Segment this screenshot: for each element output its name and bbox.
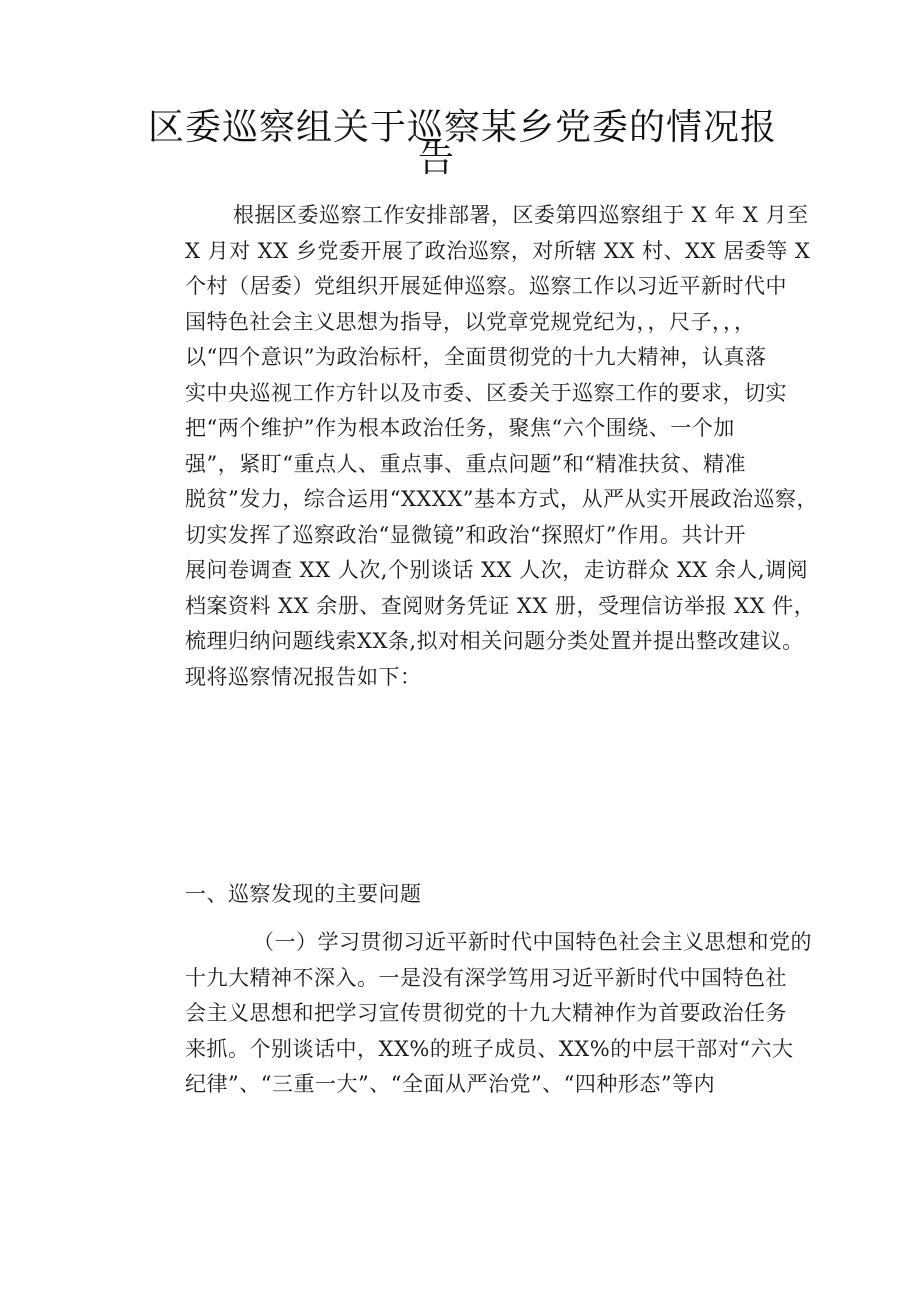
- text-line: 来抓。个别谈话中，XX%的班子成员、XX%的中层干部对“六大: [185, 1036, 794, 1061]
- text-line: 个村（居委）党组织开展延伸巡察。巡察工作以习近平新时代中: [185, 274, 787, 298]
- text-line: 根据区委巡察工作安排部署，区委第四巡察组于 X 年 X 月至: [233, 203, 809, 227]
- text-line: 脱贫”发力，综合运用“XXXX”基本方式，从严从实开展政治巡察，: [185, 487, 819, 511]
- text-line: 梳理归纳问题线索XX条,拟对相关问题分类处置并提出整改建议。: [185, 629, 804, 653]
- text-line: 十九大精神不深入。一是没有深学笃用习近平新时代中国特色社: [185, 965, 787, 990]
- text-line: （一）学习贯彻习近平新时代中国特色社会主义思想和党的: [253, 930, 812, 954]
- text-line: 切实发挥了巡察政治“显微镜”和政治“探照灯”作用。共计开: [185, 522, 746, 547]
- text-line: 纪律”、“三重一大”、“全面从严治党”、“四种形态”等内: [185, 1072, 716, 1096]
- text-line: 强”，紧盯“重点人、重点事、重点问题”和“精准扶贫、精准: [185, 451, 746, 476]
- text-line: 展问卷调查 XX 人次,个别谈话 XX 人次，走访群众 XX 余人,调阅: [185, 558, 809, 582]
- section-heading: 一、巡察发现的主要问题: [185, 882, 422, 906]
- title-line-1: 区委巡察组关于巡察某乡党委的情况报: [148, 107, 778, 148]
- text-line: 现将巡察情况报告如下：: [185, 664, 422, 689]
- paragraph-intro: [137, 198, 819, 695]
- text-line: 会主义思想和把学习宣传贯彻党的十九大精神作为首要政治任务: [185, 1001, 787, 1025]
- text-line: 把“两个维护”作为根本政治任务，聚焦“六个围绕、一个加: [185, 416, 735, 440]
- paragraph-section-1: [137, 925, 812, 1103]
- text-line: 实中央巡视工作方针以及市委、区委关于巡察工作的要求，切实: [185, 380, 787, 405]
- document-title: [148, 107, 788, 180]
- text-line: 档案资料 XX 余册、查阅财务凭证 XX 册，受理信访举报 XX 件，: [185, 593, 816, 618]
- text-line: 国特色社会主义思想为指导，以党章党规党纪为，，尺子，，，: [185, 309, 756, 334]
- text-line: 以“四个意识”为政治标杆，全面贯彻党的十九大精神，认真落: [185, 345, 767, 369]
- title-line-2: 告: [418, 139, 456, 180]
- text-line: X 月对 XX 乡党委开展了政治巡察，对所辖 XX 村、XX 居委等 X: [185, 238, 811, 263]
